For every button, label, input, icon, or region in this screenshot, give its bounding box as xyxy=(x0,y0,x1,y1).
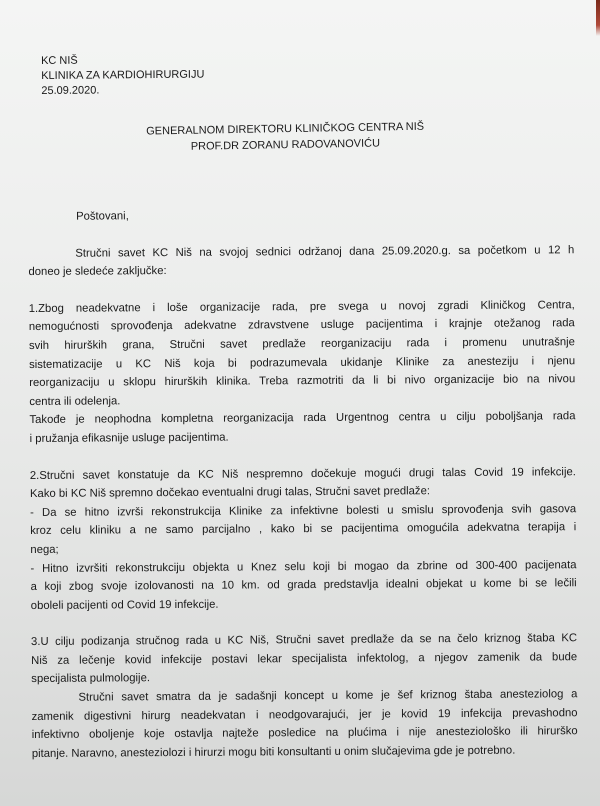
recipient-block xyxy=(120,118,451,156)
text-line: 2.Stručni savet konstatuje da KC Niš nespremno dočekuje mogući drugi talas Covid 19 infekcije. xyxy=(29,465,576,482)
intro-line: doneo je sledeće zaključke: xyxy=(28,265,167,279)
conclusion-2 xyxy=(30,463,577,616)
text-line: Kako bi KC Niš spremno dočekao eventualni drugi talas, Stručni savet predlaže: xyxy=(29,485,431,501)
sender-institution: KC NIŠ xyxy=(41,54,78,67)
text-line: a koji zbog svoje izolovanosti na 10 km. od grada predstavlja idealni objekat u kome bi se lečili xyxy=(30,577,577,594)
sender-block xyxy=(41,53,205,99)
text-line: Stručni savet smatra da je sadašnji koncept u kome je šef kriznog štaba anesteziolog a xyxy=(78,688,578,704)
text-line: Niš za lečenje kovid infekcije postavi lekar specijalista infektolog, a njegov zamenik da bude xyxy=(31,651,578,667)
text-line: nemogućnosti sprovođenja adekvatne zdravstvene usluge pacijentima i krajnje otežanog rada xyxy=(28,317,575,334)
text-line: 1.Zbog neadekvatne i loše organizacije rada, pre svega u novoj zgradi Kliničkog Centra, xyxy=(28,298,575,315)
text-line: nega; xyxy=(30,543,59,556)
text-line: pitanje. Naravno, anesteziolozi i hirurzi mogu biti konsultanti u onim slučajevima gde je potrebno. xyxy=(31,744,516,760)
text-line: sistematizacije u KC Niš koja bi podrazumevala ukidanje Klinike za anesteziju i njenu xyxy=(29,354,576,371)
text-line: - Hitno izvršiti rekonstrukciju objekta u Knez selu koji bi mogao da zbrine od 300-400 pacijenata xyxy=(30,558,577,575)
text-line: i pružanja efikasnije usluge pacijentima. xyxy=(29,431,229,445)
text-line: reorganizaciju u sklopu hirurških klinika. Treba razmotriti da li bi nivo organizacije bio na nivou xyxy=(29,373,576,390)
conclusion-3 xyxy=(31,629,578,763)
text-line: infektivno oboljenje koje ostavlja najteže posledice na plućima i nije anesteziološko ili hirurško xyxy=(31,725,578,742)
recipient-title: GENERALNOM DIREKTORU KLINIČKOG CENTRA NIŠ xyxy=(146,120,425,138)
text-line: centra ili odelenja. xyxy=(29,395,121,408)
text-line: 3.U cilju podizanja stručnog rada u KC Niš, Stručni savet predlaže da se na čelo kriznog štaba KC xyxy=(30,632,578,649)
text-line: zamenik digestivni hirurg neadekvatan i neodgovarajući, jer je kovid 19 infekcija prevashodno xyxy=(31,706,578,723)
text-line: oboleli pacijenti od Covid 19 infekcije. xyxy=(30,598,219,612)
text-line: kroz celu kliniku a ne samo parcijalno , kako bi se pacijentima omogućila adekvatna terapija i xyxy=(30,521,577,538)
text-line: svih hirurških grana, Stručni savet predlaže reorganizaciju rada i promenu unutrašnje xyxy=(28,336,575,352)
text-line: Takođe je neophodna kompletna reorganizacija rada Urgentnog centra u cilju poboljšanja rada xyxy=(29,410,576,427)
salutation: Poštovani, xyxy=(76,210,129,223)
letter-body xyxy=(28,204,578,763)
sender-clinic: KLINIKA ZA KARDIOHIRURGIJU xyxy=(41,68,205,82)
intro-line: Stručni savet KC Niš na svojoj sednici održanoj dana 25.09.2020.g. sa početkom u 12 h xyxy=(75,243,575,260)
text-line: specijalista pulmologije. xyxy=(31,672,151,686)
intro-paragraph xyxy=(28,241,574,282)
letter-date: 25.09.2020. xyxy=(41,84,100,97)
text-line: - Da se hitno izvrši rekonstrukcija Klinike za infektivne bolesti u smislu sprovođenja svih gasova xyxy=(30,502,577,519)
recipient-name: PROF.DR ZORANU RADOVANOVIĆU xyxy=(190,137,381,153)
conclusion-1 xyxy=(29,296,576,449)
